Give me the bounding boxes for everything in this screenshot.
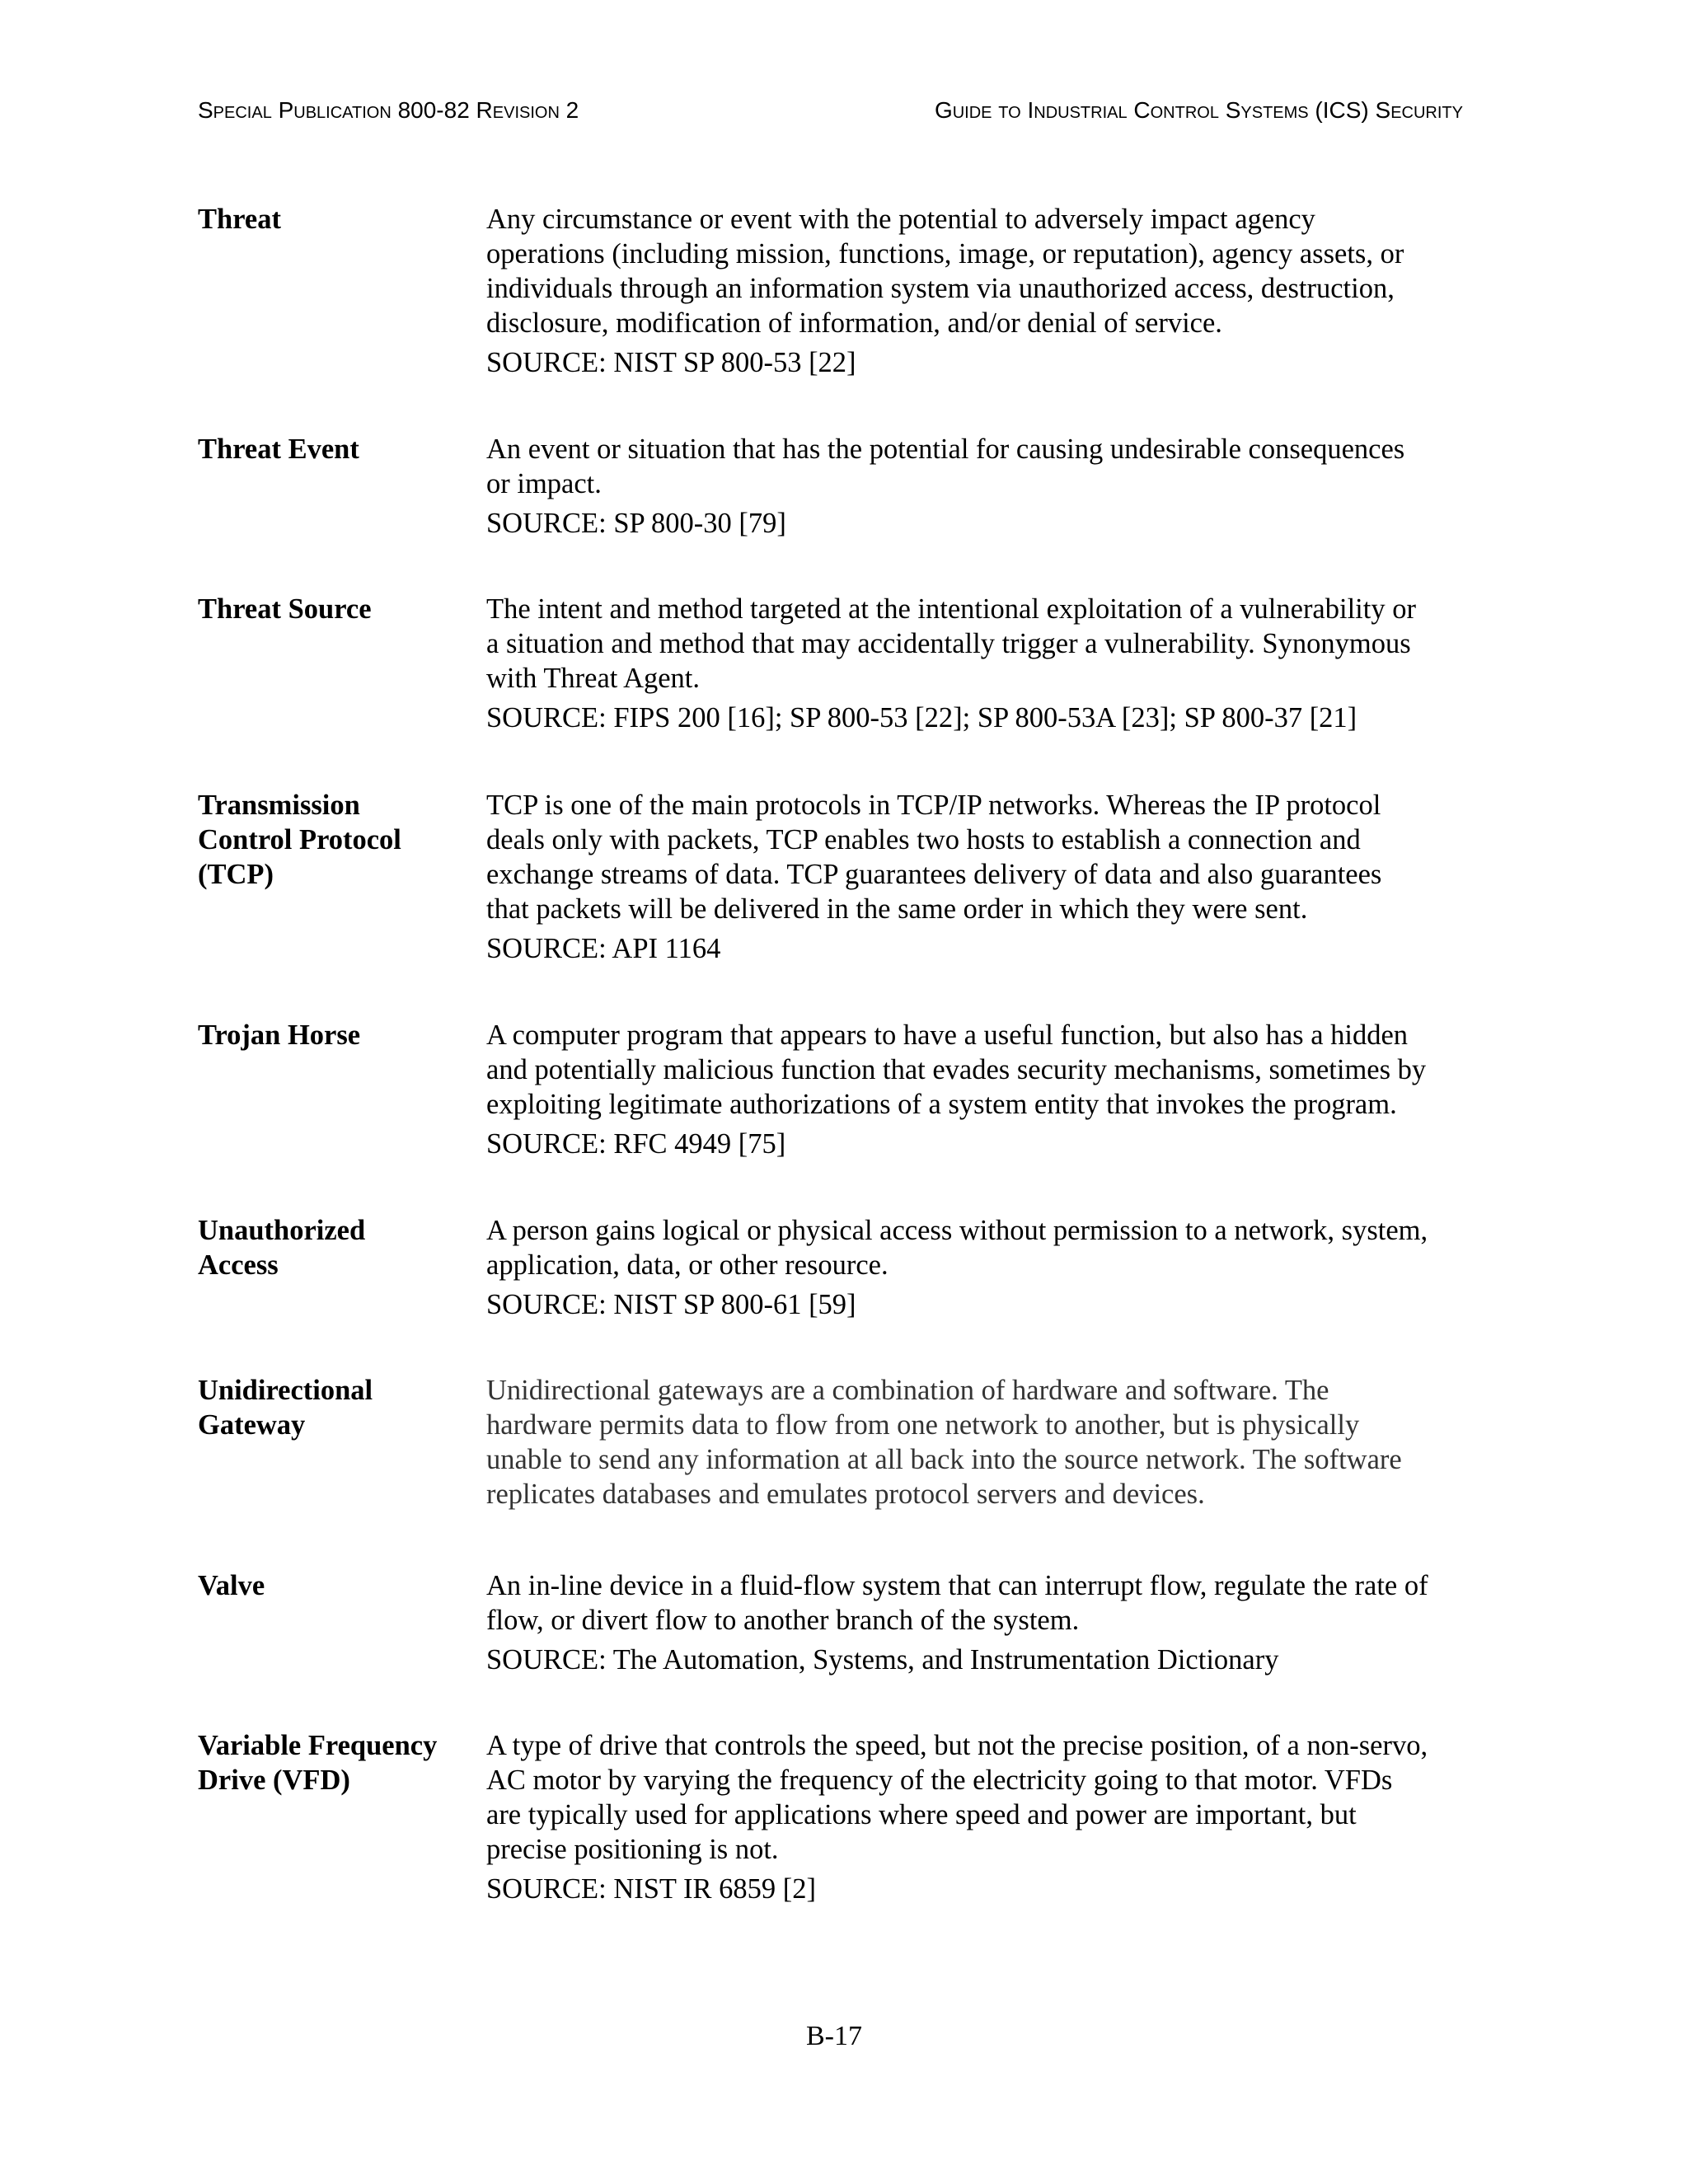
definition-line: application, data, or other resource. — [486, 1249, 889, 1281]
definition-line: exploiting legitimate authorizations of a system entity that invokes the program. — [486, 1089, 1397, 1120]
definition-line: and potentially malicious function that evades security mechanisms, sometimes by — [486, 1054, 1427, 1085]
definition-line: operations (including mission, functions, image, or reputation), agency assets, or — [486, 238, 1404, 269]
definition-line: are typically used for applications where speed and power are important, but — [486, 1799, 1357, 1830]
term-line: Transmission — [198, 790, 360, 821]
definition-line: individuals through an information system via unauthorized access, destruction, — [486, 273, 1395, 304]
definition-line: precise positioning is not. — [486, 1834, 779, 1865]
term-line: Gateway — [198, 1409, 306, 1441]
term-line: Threat — [198, 204, 281, 235]
glossary-definition — [486, 1728, 1504, 1906]
definition-line: disclosure, modification of information, and/or denial of service. — [486, 307, 1222, 339]
term-line: Threat Source — [198, 593, 372, 625]
glossary-definition — [486, 1373, 1504, 1511]
definition-source: SOURCE: NIST SP 800-53 [22] — [486, 347, 856, 378]
term-line: Control Protocol — [198, 824, 401, 855]
term-line: Valve — [198, 1570, 265, 1601]
term-line: Access — [198, 1249, 279, 1281]
glossary-term — [198, 432, 478, 466]
definition-line: deals only with packets, TCP enables two hosts to establish a connection and — [486, 824, 1361, 855]
glossary-definition — [486, 432, 1504, 541]
definition-line: flow, or divert flow to another branch of the system. — [486, 1605, 1080, 1636]
glossary-definition — [486, 1213, 1504, 1322]
definition-line: The intent and method targeted at the intentional exploitation of a vulnerability or — [486, 593, 1416, 625]
definition-line: or impact. — [486, 468, 602, 499]
definition-source: SOURCE: API 1164 — [486, 933, 721, 964]
glossary-definition — [486, 788, 1504, 966]
definition-line: An in-line device in a fluid-flow system that can interrupt flow, regulate the rate of — [486, 1570, 1428, 1601]
glossary-term — [198, 1728, 478, 1797]
term-line: Trojan Horse — [198, 1019, 361, 1051]
definition-line: A computer program that appears to have a useful function, but also has a hidden — [486, 1019, 1409, 1051]
glossary-definition — [486, 1568, 1504, 1677]
glossary-term — [198, 1568, 478, 1603]
definition-source: SOURCE: SP 800-30 [79] — [486, 508, 786, 539]
definition-source: SOURCE: FIPS 200 [16]; SP 800-53 [22]; SP 800-53A [23]; SP 800-37 [21] — [486, 702, 1357, 733]
definition-line: TCP is one of the main protocols in TCP/IP networks. Whereas the IP protocol — [486, 790, 1381, 821]
definition-source: SOURCE: NIST IR 6859 [2] — [486, 1873, 816, 1905]
header-publication-title: Special Publication 800-82 Revision 2 — [198, 97, 579, 123]
definition-line: that packets will be delivered in the same order in which they were sent. — [486, 893, 1308, 925]
glossary-definition — [486, 592, 1504, 735]
definition-line: exchange streams of data. TCP guarantees delivery of data and also guarantees — [486, 859, 1382, 890]
term-line: Unidirectional — [198, 1375, 373, 1406]
glossary-term — [198, 1373, 478, 1442]
definition-source: SOURCE: NIST SP 800-61 [59] — [486, 1289, 856, 1320]
term-line: Unauthorized — [198, 1215, 366, 1246]
page-header — [198, 97, 1463, 130]
definition-line: A type of drive that controls the speed, but not the precise position, of a non-servo, — [486, 1730, 1428, 1761]
glossary-term — [198, 1018, 478, 1052]
glossary-term — [198, 788, 478, 892]
definition-source: SOURCE: The Automation, Systems, and Instrumentation Dictionary — [486, 1644, 1279, 1675]
definition-line: Any circumstance or event with the potential to adversely impact agency — [486, 204, 1315, 235]
glossary-term — [198, 202, 478, 237]
definition-line: hardware permits data to flow from one network to another, but is physically — [486, 1409, 1360, 1441]
term-line: Drive (VFD) — [198, 1765, 350, 1796]
page-number: B-17 — [806, 2021, 862, 2051]
glossary-term — [198, 592, 478, 626]
definition-line: Unidirectional gateways are a combination of hardware and software. The — [486, 1375, 1329, 1406]
definition-line: AC motor by varying the frequency of the electricity going to that motor. VFDs — [486, 1765, 1393, 1796]
definition-line: unable to send any information at all back into the source network. The software — [486, 1444, 1402, 1475]
header-guide-title: Guide to Industrial Control Systems (ICS) Security — [934, 97, 1463, 123]
definition-line: A person gains logical or physical access without permission to a network, system, — [486, 1215, 1428, 1246]
term-line: Threat Event — [198, 434, 359, 465]
glossary-definition — [486, 1018, 1504, 1161]
definition-source: SOURCE: RFC 4949 [75] — [486, 1128, 786, 1160]
definition-line: replicates databases and emulates protocol servers and devices. — [486, 1479, 1205, 1510]
definition-line: An event or situation that has the potential for causing undesirable consequences — [486, 434, 1405, 465]
term-line: (TCP) — [198, 859, 274, 890]
glossary-definition — [486, 202, 1504, 380]
definition-line: with Threat Agent. — [486, 663, 701, 694]
term-line: Variable Frequency — [198, 1730, 438, 1761]
glossary-term — [198, 1213, 478, 1282]
definition-line: a situation and method that may accidentally trigger a vulnerability. Synonymous — [486, 628, 1411, 659]
